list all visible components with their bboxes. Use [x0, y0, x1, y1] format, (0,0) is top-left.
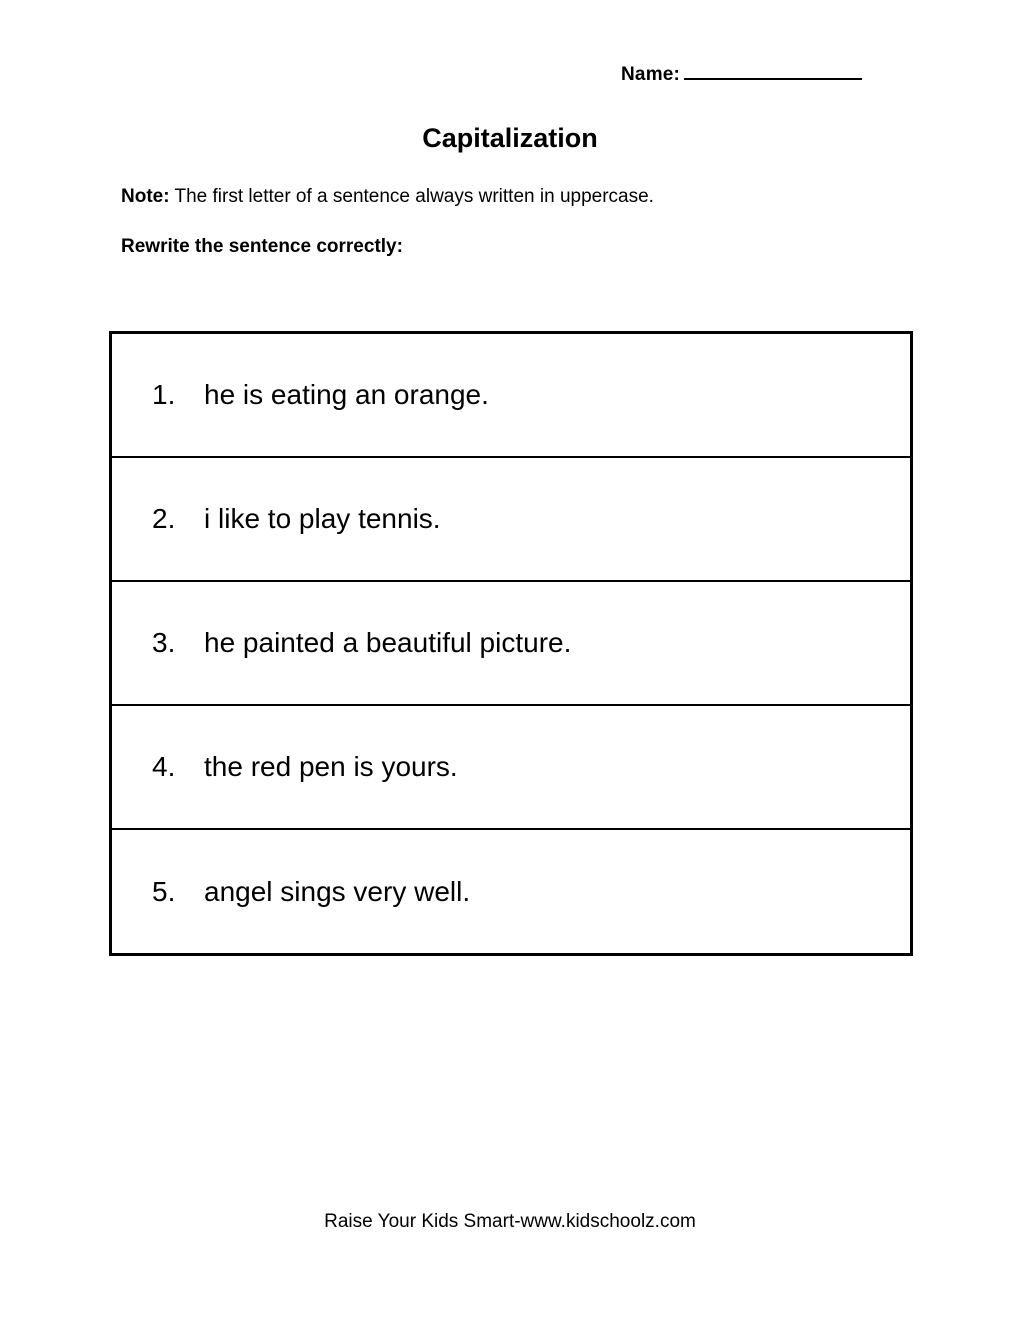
instruction: Rewrite the sentence correctly:	[121, 236, 403, 257]
exercise-row	[112, 830, 910, 953]
page-title: Capitalization	[422, 123, 598, 153]
item-sentence: he is eating an orange.	[204, 379, 489, 410]
exercise-row	[112, 582, 910, 706]
item-number: 4.	[152, 751, 176, 782]
item-sentence: i like to play tennis.	[204, 503, 441, 534]
item-sentence: the red pen is yours.	[204, 751, 458, 782]
exercise-row	[112, 706, 910, 830]
note-label: Note:	[121, 186, 170, 207]
name-blank-line[interactable]	[684, 62, 862, 80]
item-number: 1.	[152, 379, 176, 410]
name-label: Name:	[621, 64, 681, 85]
item-number: 2.	[152, 503, 176, 534]
item-number: 3.	[152, 627, 176, 658]
item-sentence: angel sings very well.	[204, 875, 471, 907]
footer-credit: Raise Your Kids Smart-www.kidschoolz.com	[324, 1211, 696, 1232]
name-field	[621, 62, 862, 86]
note-text: The first letter of a sentence always written in uppercase.	[169, 186, 654, 207]
exercise-row	[112, 458, 910, 582]
item-number: 5.	[152, 875, 176, 907]
exercise-table	[109, 331, 913, 956]
note	[121, 186, 654, 208]
exercise-row	[112, 334, 910, 458]
item-sentence: he painted a beautiful picture.	[204, 627, 572, 658]
